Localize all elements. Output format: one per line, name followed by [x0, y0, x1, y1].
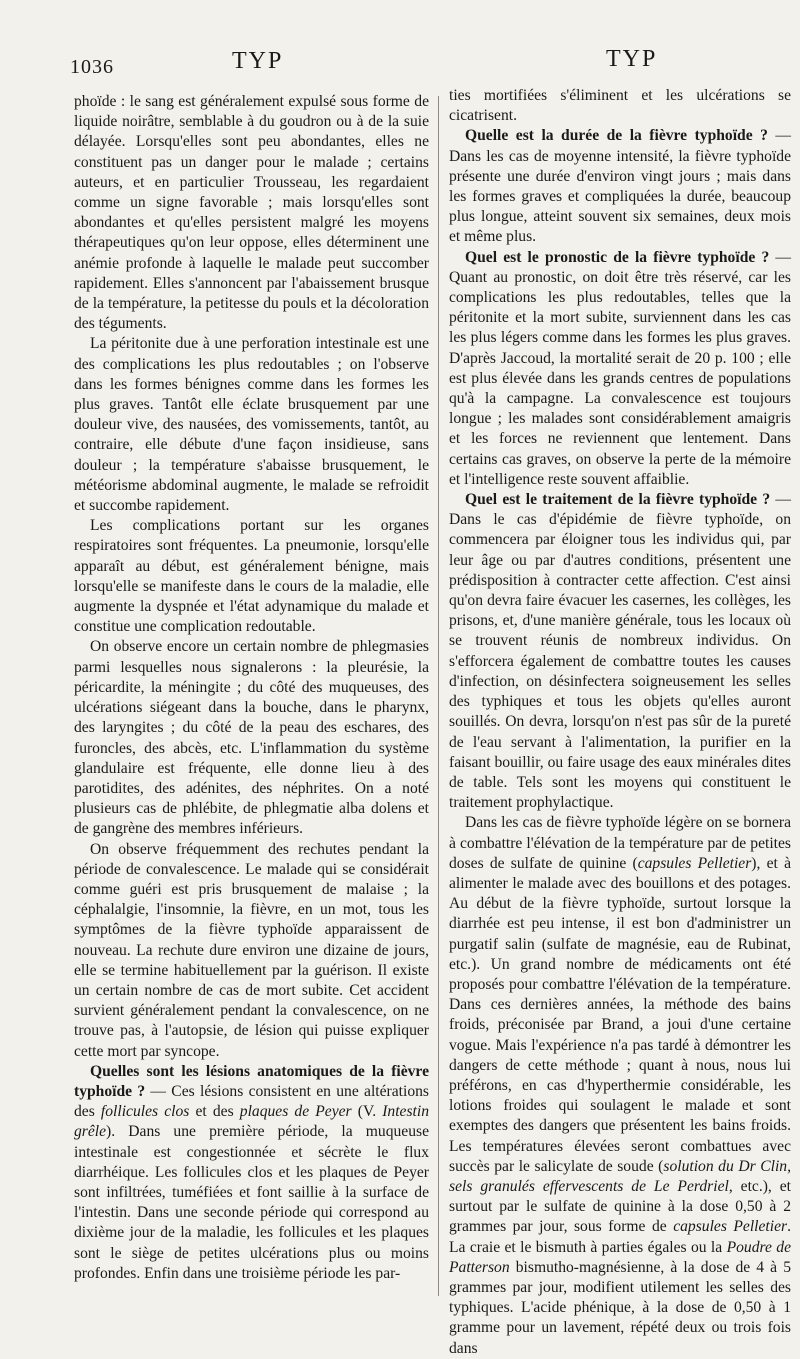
left-column	[74, 92, 429, 1300]
paragraph: On observe encore un certain nombre de phlegmasies parmi lesquelles nous signalerons : la pleurésie, la péricardite, la méningite ; du côté des muqueuses, des ulcérations siégeant dans la bouche, dans le pharynx, des laryngites ; du côté de la peau des eschares, des furoncles, des abcès, etc. L'inflammation du système glandulaire est fréquente, elle donne lieu à des parotidites, des adénites, des néphrites. On a noté plusieurs cas de phlébite, de phlegmatie alba dolens et de gangrène des membres inférieurs.	[74, 638, 429, 838]
paragraph: On observe fréquemment des rechutes pendant la période de convalescence. Le malade qui se considérait comme guéri est pris brusquement de malaise ; la céphalalgie, l'insomnie, la fièvre, en un mot, tous les symptômes de la fièvre typhoïde apparaissent de nouveau. La rechute dure environ une dizaine de jours, elle se termine habituellement par la guérison. Il existe un certain nombre de cas de mort subite. Cet accident survient généralement pendant la convalescence, on ne trouve pas, à l'autopsie, de lésion qui puisse expliquer cette mort par syncope.	[74, 840, 429, 1060]
paragraph: Quelle est la durée de la fièvre typhoïde ? — Dans les cas de moyenne intensité, la fièvre typhoïde présente une durée d'environ vingt jours ; mais dans les formes graves et compliquées la durée, beaucoup plus longue, atteint souvent six semaines, deux mois et même plus.	[449, 127, 791, 246]
paragraph: Dans les cas de fièvre typhoïde légère on se bornera à combattre l'élévation de la température par de petites doses de sulfate de quinine (capsules Pelletier), et à alimenter le malade avec des bouillons et des potages. Au début de la fièvre typhoïde, surtout lorsque la diarrhée est peu intense, il est bon d'administrer un purgatif salin (sulfate de magnésie, eau de Rubinat, etc.). Un grand nombre de médicaments ont été proposés pour combattre l'élévation de la température. Dans ces dernières années, la méthode des bains froids, préconisée par Brand, a joui d'une certaine vogue. Mais l'expérience n'a pas tardé à démontrer les dangers de cette méthode ; quant à nous, nous lui préférons, en cas d'hyperthermie considérable, les lotions froides qui soulagent le malade et sont exemptes des dangers que présentent les bains froids. Les températures élevées seront combattues avec succès par le salicylate de soude (solution du Dr Clin, sels granulés effervescents de Le Perdriel, etc.), et surtout par le sulfate de quinine à la dose 0,50 à 2 grammes par jour, sous forme de capsules Pelletier. La craie et le bismuth à parties égales ou la Poudre de Patterson bismutho-magnésienne, à la dose de 4 à 5 grammes par jour, modifient utilement les selles des typhiques. L'acide phénique, à la dose de 0,50 à 1 gramme pour un lavement, répété deux ou trois fois dans	[449, 814, 792, 1357]
running-head-left: TYP	[232, 48, 284, 74]
paragraph: Quelles sont les lésions anatomiques de la fièvre typhoïde ? — Ces lésions consistent en une altérations des follicules clos et des plaques de Peyer (V. Intestin grêle). Dans une première période, la muqueuse intestinale est congestionnée et sécrète le flux diarrhéique. Les follicules clos et les plaques de Peyer sont infiltrées, tuméfiées et font saillie à la surface de l'intestin. Dans une seconde période qui correspond au dixième jour de la maladie, les follicules et les plaques sont le siège de petites ulcérations plus ou moins profondes. Enfin dans une troisième période les par-	[74, 1062, 430, 1282]
column-divider	[438, 96, 439, 1296]
paragraph: ties mortifiées s'éliminent et les ulcérations se cicatrisent.	[449, 87, 791, 125]
page-number: 1036	[70, 56, 114, 78]
paragraph: Quel est le traitement de la fièvre typhoïde ? — Dans le cas d'épidémie de fièvre typhoïde, on commencera par éloigner tous les individus qui, par leur âge ou par d'autres conditions, présentent une prédisposition à contracter cette affection. C'est ainsi qu'on devra faire évacuer les casernes, les collèges, les prisons, et, d'une manière générale, tous les locaux où se trouvent réunis de nombreux individus. On s'efforcera également de combattre toutes les causes d'infection, on désinfectera soigneusement les selles des typhiques et tous les objets qu'elles auront souillés. On devra, lorsqu'on n'est pas sûr de la pureté de l'eau servant à l'alimentation, la purifier en la faisant bouillir, ou faire usage des eaux minérales dites de table. Tels sont les moyens qui constituent le traitement prophylactique.	[449, 491, 791, 812]
paragraph: phoïde : le sang est généralement expulsé sous forme de liquide noirâtre, semblable à du goudron ou à de la suie délayée. Lorsqu'elles sont peu abondantes, elles ne constituent pas un danger pour le malade ; certains auteurs, et en particulier Trousseau, les regardaient comme un signe favorable ; mais lorsqu'elles sont abondantes et qu'elles persistent malgré les moyens thérapeutiques qu'on leur oppose, elles déterminent une anémie profonde à laquelle le malade peut succomber rapidement. Elles s'annoncent par l'abaissement brusque de la température, la petitesse du pouls et la décoloration des téguments.	[74, 93, 429, 333]
right-column	[449, 86, 792, 1357]
paragraph: La péritonite due à une perforation intestinale est une des complications les plus redoutables ; on l'observe dans les formes bénignes comme dans les formes les plus graves. Tantôt elle éclate brusquement par une douleur vive, des nausées, des vomissements, tantôt, au contraire, elle débute d'une façon insidieuse, sans douleur ; la température s'abaisse brusquement, le météorisme abdominal augmente, le malade se refroidit et succombe rapidement.	[74, 335, 429, 515]
running-head-right: TYP	[606, 46, 658, 72]
paragraph: Les complications portant sur les organes respiratoires sont fréquentes. La pneumonie, lorsqu'elle apparaît au début, est généralement bénigne, mais lorsqu'elle se manifeste dans le cours de la maladie, elle augmente la dyspnée et l'état adynamique du malade et constitue une complication redoutable.	[74, 517, 429, 636]
paragraph: Quel est le pronostic de la fièvre typhoïde ? — Quant au pronostic, on doit être très réservé, car les complications les plus redoutables, telles que la péritonite et la mort subite, surviennent dans les cas les plus légers comme dans les formes les plus graves. D'après Jaccoud, la mortalité serait de 20 p. 100 ; elle est plus élevée dans les grands centres de populations qu'à la campagne. La convalescence est toujours longue ; les malades sont considérablement amaigris et les forces ne reviennent que lentement. Dans certains cas graves, on observe la perte de la mémoire et l'intelligence reste souvent affaiblie.	[449, 248, 792, 488]
